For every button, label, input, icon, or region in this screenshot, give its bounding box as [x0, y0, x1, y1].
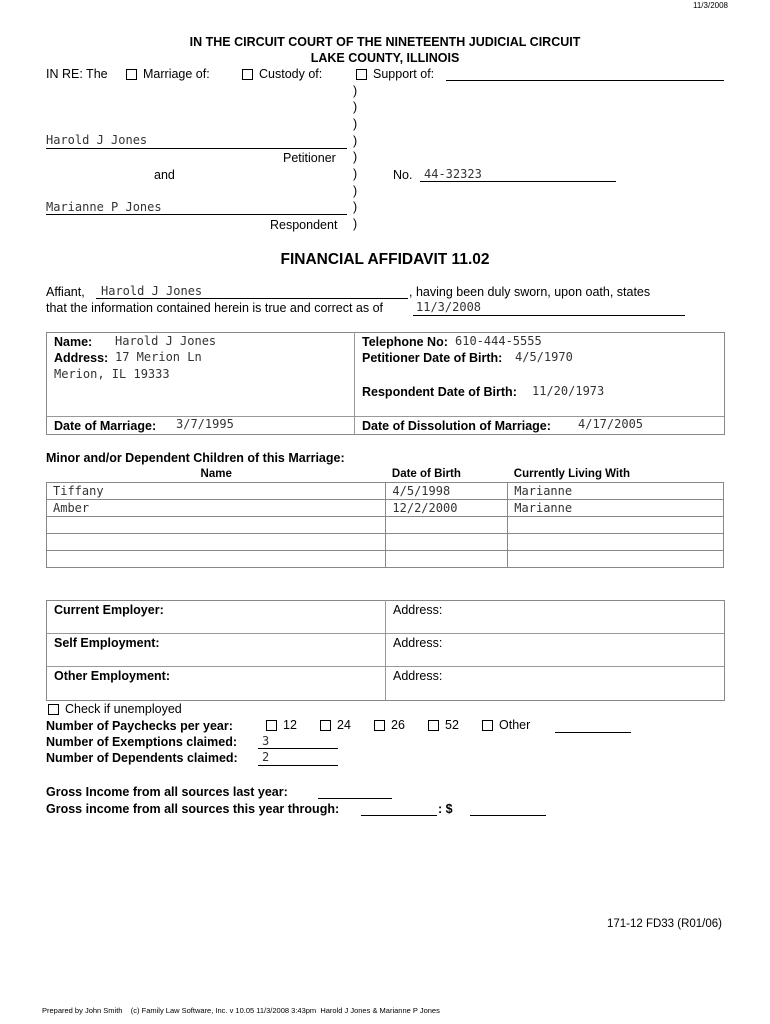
- support-checkbox[interactable]: [356, 69, 367, 80]
- marriage-option[interactable]: Marriage of:: [126, 67, 210, 81]
- paychecks-26-checkbox[interactable]: [374, 720, 385, 731]
- header-date: 11/3/2008: [693, 1, 728, 10]
- gross-this-year-amount-line[interactable]: [470, 815, 546, 816]
- address-line2[interactable]: Merion, IL 19333: [54, 367, 170, 381]
- paren: ): [353, 150, 358, 164]
- col-dob-header: Date of Birth: [386, 467, 508, 482]
- dissolution-date-label: Date of Dissolution of Marriage:: [362, 419, 551, 433]
- case-no-value[interactable]: 44-32323: [424, 167, 482, 181]
- footer: Prepared by John Smith (c) Family Law Software, Inc. v 10.05 11/3/2008 3:43pm Harold J Jones & Marianne P Jones: [42, 1006, 440, 1015]
- paychecks-26-option[interactable]: 26: [374, 718, 405, 732]
- respondent-line: [46, 214, 347, 215]
- affiant-date-line: [413, 315, 685, 316]
- info-divider: [354, 332, 355, 434]
- child-name[interactable]: [47, 550, 386, 567]
- gross-dollar-sign: : $: [438, 802, 453, 816]
- dependents-label: Number of Dependents claimed:: [46, 751, 238, 765]
- gross-last-year-label: Gross Income from all sources last year:: [46, 785, 288, 799]
- current-employer-address-label: Address:: [393, 603, 443, 617]
- case-no-label: No.: [393, 168, 413, 182]
- table-row: [47, 533, 724, 550]
- child-living[interactable]: [508, 516, 724, 533]
- child-name[interactable]: Tiffany: [47, 482, 386, 499]
- affiant-statement: that the information contained herein is true and correct as of: [46, 301, 383, 315]
- paren: ): [353, 217, 358, 231]
- paren: ): [353, 100, 358, 114]
- support-of-line[interactable]: [446, 80, 724, 81]
- petitioner-dob-value[interactable]: 4/5/1970: [515, 350, 573, 364]
- gross-last-year-line[interactable]: [318, 798, 392, 799]
- child-dob[interactable]: [386, 533, 508, 550]
- phone-value[interactable]: 610-444-5555: [455, 334, 542, 348]
- case-no-line: [420, 181, 616, 182]
- unemployed-checkbox[interactable]: [48, 704, 59, 715]
- unemployed-option[interactable]: Check if unemployed: [48, 702, 182, 716]
- affiant-sworn-text: , having been duly sworn, upon oath, states: [409, 285, 651, 299]
- paren: ): [353, 134, 358, 148]
- paren: ): [353, 84, 358, 98]
- document-title: FINANCIAL AFFIDAVIT 11.02: [280, 251, 490, 268]
- child-dob[interactable]: [386, 516, 508, 533]
- self-employment-address-label: Address:: [393, 636, 443, 650]
- child-living[interactable]: [508, 533, 724, 550]
- petitioner-line: [46, 148, 347, 149]
- dissolution-date-value[interactable]: 4/17/2005: [578, 417, 644, 431]
- paychecks-24-option[interactable]: 24: [320, 718, 351, 732]
- custody-option[interactable]: Custody of:: [242, 67, 322, 81]
- address-label: Address:: [54, 351, 109, 365]
- child-living[interactable]: [508, 550, 724, 567]
- child-dob[interactable]: 4/5/1998: [386, 482, 508, 499]
- in-re-label: IN RE: The: [46, 67, 108, 81]
- paychecks-label: Number of Paychecks per year:: [46, 719, 233, 733]
- name-label: Name:: [54, 335, 93, 349]
- table-row: [47, 550, 724, 567]
- exemptions-value[interactable]: 3: [262, 734, 270, 748]
- gross-this-year-label: Gross income from all sources this year through:: [46, 802, 340, 816]
- child-living[interactable]: Marianne: [508, 499, 724, 516]
- affiant-name-line: [96, 298, 408, 299]
- table-row: [47, 482, 724, 499]
- respondent-label: Respondent: [270, 218, 338, 232]
- custody-checkbox[interactable]: [242, 69, 253, 80]
- other-employment-address-label: Address:: [393, 669, 443, 683]
- exemptions-line: [258, 748, 338, 749]
- petitioner-dob-label: Petitioner Date of Birth:: [362, 351, 503, 365]
- child-living[interactable]: Marianne: [508, 482, 724, 499]
- self-employment-label: Self Employment:: [54, 636, 160, 650]
- employment-row-divider: [46, 666, 724, 667]
- affiant-date[interactable]: 11/3/2008: [416, 300, 482, 314]
- paychecks-12-checkbox[interactable]: [266, 720, 277, 731]
- child-name[interactable]: [47, 516, 386, 533]
- support-option[interactable]: Support of:: [356, 67, 434, 81]
- phone-label: Telephone No:: [362, 335, 448, 349]
- court-county: LAKE COUNTY, ILLINOIS: [310, 51, 460, 65]
- respondent-dob-label: Respondent Date of Birth:: [362, 385, 517, 399]
- paren: ): [353, 167, 358, 181]
- marriage-date-label: Date of Marriage:: [54, 419, 157, 433]
- address-line1[interactable]: 17 Merion Ln: [115, 350, 202, 364]
- paychecks-other-option[interactable]: Other: [482, 718, 530, 732]
- employment-divider: [385, 600, 386, 700]
- paychecks-52-option[interactable]: 52: [428, 718, 459, 732]
- and-text: and: [154, 168, 175, 182]
- respondent-dob-value[interactable]: 11/20/1973: [532, 384, 605, 398]
- court-title: IN THE CIRCUIT COURT OF THE NINETEENTH JUDICIAL CIRCUIT: [189, 35, 581, 49]
- paren: ): [353, 117, 358, 131]
- affiant-name[interactable]: Harold J Jones: [101, 284, 203, 298]
- petitioner-name[interactable]: Harold J Jones: [46, 133, 148, 147]
- paren: ): [353, 184, 358, 198]
- petitioner-label: Petitioner: [283, 151, 336, 165]
- employment-row-divider: [46, 633, 724, 634]
- col-living-header: Currently Living With: [508, 467, 724, 482]
- form-id: 171-12 FD33 (R01/06): [606, 918, 722, 930]
- paychecks-24-checkbox[interactable]: [320, 720, 331, 731]
- paychecks-12-option[interactable]: 12: [266, 718, 297, 732]
- marriage-date-value[interactable]: 3/7/1995: [176, 417, 234, 431]
- child-name[interactable]: [47, 533, 386, 550]
- current-employer-label: Current Employer:: [54, 603, 164, 617]
- paychecks-other-checkbox[interactable]: [482, 720, 493, 731]
- table-row: [47, 499, 724, 516]
- child-dob[interactable]: 12/2/2000: [386, 499, 508, 516]
- children-heading: Minor and/or Dependent Children of this Marriage:: [46, 451, 345, 465]
- col-name-header: Name: [47, 467, 386, 482]
- paychecks-52-checkbox[interactable]: [428, 720, 439, 731]
- dependents-value[interactable]: 2: [262, 750, 270, 764]
- affiant-label: Affiant,: [46, 285, 85, 299]
- name-value[interactable]: Harold J Jones: [115, 334, 217, 348]
- paren: ): [353, 200, 358, 214]
- other-employment-label: Other Employment:: [54, 669, 170, 683]
- child-dob[interactable]: [386, 550, 508, 567]
- respondent-name[interactable]: Marianne P Jones: [46, 200, 162, 214]
- dependents-line: [258, 765, 338, 766]
- child-name[interactable]: Amber: [47, 499, 386, 516]
- marriage-checkbox[interactable]: [126, 69, 137, 80]
- children-table: [46, 467, 724, 568]
- paychecks-other-line[interactable]: [555, 732, 631, 733]
- gross-this-year-date-line[interactable]: [361, 815, 437, 816]
- table-row: [47, 516, 724, 533]
- exemptions-label: Number of Exemptions claimed:: [46, 735, 238, 749]
